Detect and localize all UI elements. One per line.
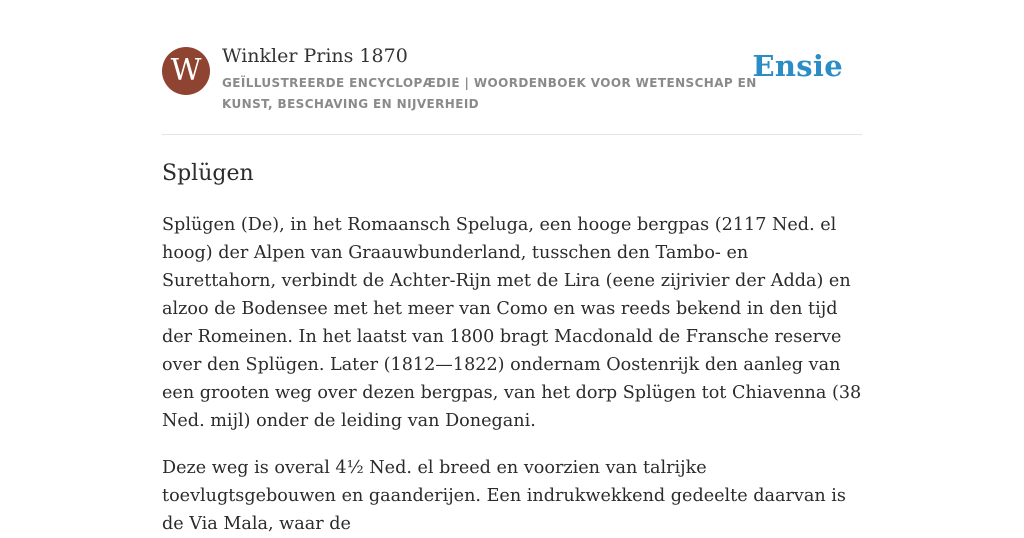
source-subtitle: GEÏLLUSTREERDE ENCYCLOPÆDIE | WOORDENBOEK VOOR WETENSCHAP EN KUNST, BESCHAVING EN NIJVERHEID [222,76,757,111]
ensie-logo[interactable]: Ensie [752,49,843,83]
article-title: Splügen [162,161,254,186]
source-title-link[interactable]: Winkler Prins 1870 [222,45,408,67]
article-paragraph: Deze weg is overal 4½ Ned. el breed en voorzien van talrijke toevlugtsgebouwen en gaanderijen. Een indrukwekkend gedeelte daarvan is de Via Mala, waar de [162,458,846,534]
article-body [162,211,862,538]
source-avatar[interactable]: W [162,47,210,95]
article-paragraph: Splügen (De), in het Romaansch Speluga, een hooge bergpas (2117 Ned. el hoog) der Alpen van Graauwbunderland, tusschen den Tambo- en Surettahorn, verbindt de Achter-Rijn met de Lira (eene zijrivier der Adda) en alzoo de Bodensee met het meer van Como en was reeds bekend in den tijd der Romeinen. In het laatst van 1800 bragt Macdonald de Fransche reserve over den Splügen. Later (1812—1822) ondernam Oostenrijk den aanleg van een grooten weg over dezen bergpas, van het dorp Splügen tot Chiavenna (38 Ned. mijl) onder de leiding van Donegani. [162,215,862,431]
source-header [162,0,862,135]
page-container [162,0,862,538]
